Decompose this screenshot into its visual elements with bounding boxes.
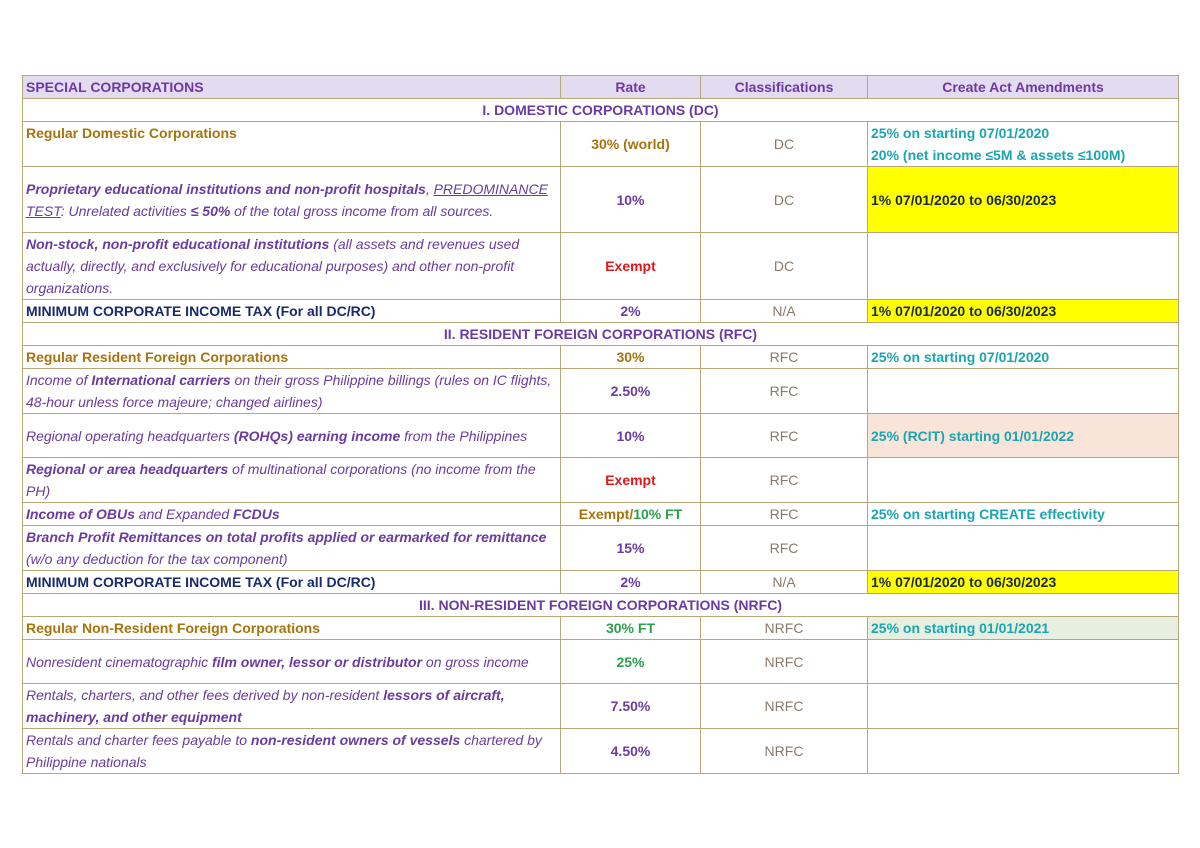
row-description: MINIMUM CORPORATE INCOME TAX (For all DC/RC) [23, 300, 561, 323]
row-rate: 25% [561, 640, 701, 684]
row-amendment: 25% on starting 07/01/2020 [868, 346, 1179, 369]
row-description-text: Regional operating headquarters [26, 427, 234, 444]
table-row [23, 503, 1179, 526]
row-classification: RFC [701, 414, 868, 458]
row-rate: Exempt [561, 233, 701, 300]
row-amendment: 1% 07/01/2020 to 06/30/2023 [868, 167, 1179, 233]
row-description [23, 458, 561, 503]
row-description-text: : Unrelated activities [60, 202, 191, 219]
row-classification: N/A [701, 571, 868, 594]
rate-ft: 10% FT [633, 506, 683, 522]
row-description-text: Rentals and charter fees payable to [26, 732, 251, 748]
table-row [23, 414, 1179, 458]
row-description-bold: Non-stock, non-profit educational institutions [26, 236, 330, 252]
row-description-bold: Regional or area headquarters [26, 461, 229, 477]
row-classification: NRFC [701, 729, 868, 774]
row-description: Regular Domestic Corporations [23, 122, 561, 167]
section-title-nrfc: III. NON-RESIDENT FOREIGN CORPORATIONS (NRFC) [23, 594, 1179, 617]
row-description [23, 369, 561, 414]
row-description-text: and Expanded [134, 506, 233, 522]
row-classification: NRFC [701, 640, 868, 684]
header-create-act-amendments: Create Act Amendments [868, 76, 1179, 99]
tax-rates-table [22, 75, 1179, 774]
row-classification: RFC [701, 369, 868, 414]
row-description-text-2: chartered by Philippine nationals [26, 732, 542, 770]
row-rate: 2% [561, 571, 701, 594]
row-rate: 4.50% [561, 729, 701, 774]
row-description-text: (all assets and revenues used actually, directly, and exclusively for educational purposes) and other non-profit organizations. [26, 236, 520, 296]
row-description-text-2: on their gross Philippine billings (rules on IC flights, 48-hour unless force majeure; changed airlines) [26, 372, 552, 410]
row-description-text-2: from the Philippines [400, 427, 528, 444]
rate-exempt: Exempt/ [578, 506, 634, 522]
row-rate: 2.50% [561, 369, 701, 414]
row-description-bold: Proprietary educational institutions and non-profit hospitals [26, 180, 426, 197]
row-description: Regular Resident Foreign Corporations [23, 346, 561, 369]
row-description-text-2: of the total gross income from all sources. [230, 202, 494, 219]
row-amendment: 25% on starting 01/01/2021 [868, 617, 1179, 640]
row-description-pct: ≤ 50% [190, 202, 231, 219]
row-description-text: Rentals, charters, and other fees derived by non-resident [26, 687, 384, 703]
row-amendment [868, 729, 1179, 774]
row-description: MINIMUM CORPORATE INCOME TAX (For all DC/RC) [23, 571, 561, 594]
header-rate: Rate [561, 76, 701, 99]
table-row [23, 729, 1179, 774]
row-description-text: of multinational corporations (no income from the PH) [26, 461, 536, 499]
table-row [23, 300, 1179, 323]
row-description [23, 526, 561, 571]
row-classification: DC [701, 122, 868, 167]
row-rate: 30% FT [561, 617, 701, 640]
row-classification: DC [701, 233, 868, 300]
table-row [23, 526, 1179, 571]
section-row-rfc [23, 323, 1179, 346]
row-description [23, 414, 561, 458]
row-classification: RFC [701, 346, 868, 369]
row-rate: 2% [561, 300, 701, 323]
row-classification: RFC [701, 526, 868, 571]
row-description-text-2: on gross income [422, 653, 529, 670]
table-row [23, 458, 1179, 503]
row-amendment [868, 369, 1179, 414]
row-amendment [868, 684, 1179, 729]
row-description-bold: Income of OBUs [26, 506, 135, 522]
row-description: Regular Non-Resident Foreign Corporations [23, 617, 561, 640]
table-row [23, 617, 1179, 640]
amendment-line-1: 25% on starting 07/01/2020 [871, 125, 1050, 141]
row-description-sep: , [425, 180, 430, 197]
table-row [23, 122, 1179, 167]
section-row-nrfc [23, 594, 1179, 617]
row-rate: Exempt [561, 458, 701, 503]
row-rate: 10% [561, 167, 701, 233]
row-description-bold: (ROHQs) earning income [233, 427, 401, 444]
row-classification: RFC [701, 458, 868, 503]
row-rate: 30% [561, 346, 701, 369]
row-description [23, 729, 561, 774]
table-row [23, 369, 1179, 414]
section-row-dc [23, 99, 1179, 122]
row-description [23, 640, 561, 684]
table-row [23, 346, 1179, 369]
row-description-bold-2: FCDUs [233, 506, 280, 522]
row-amendment: 1% 07/01/2020 to 06/30/2023 [868, 571, 1179, 594]
row-amendment [868, 233, 1179, 300]
amendment-line-2: 20% (net income ≤5M & assets ≤100M) [871, 147, 1126, 163]
row-description-bold: Branch Profit Remittances on total profits applied or earmarked for remittance [26, 529, 547, 545]
row-rate: 10% [561, 414, 701, 458]
row-amendment: 25% (RCIT) starting 01/01/2022 [868, 414, 1179, 458]
row-description-bold: film owner, lessor or distributor [212, 653, 423, 670]
section-title-rfc: II. RESIDENT FOREIGN CORPORATIONS (RFC) [23, 323, 1179, 346]
row-rate: 15% [561, 526, 701, 571]
row-classification: NRFC [701, 617, 868, 640]
table-row [23, 640, 1179, 684]
table-row [23, 571, 1179, 594]
row-amendment: 25% on starting CREATE effectivity [868, 503, 1179, 526]
row-description-bold: International carriers [91, 372, 231, 388]
row-classification: DC [701, 167, 868, 233]
table-row [23, 167, 1179, 233]
row-description [23, 503, 561, 526]
row-classification: RFC [701, 503, 868, 526]
row-amendment [868, 458, 1179, 503]
table-row [23, 684, 1179, 729]
header-classifications: Classifications [701, 76, 868, 99]
row-rate [561, 503, 701, 526]
table-header-row [23, 76, 1179, 99]
row-rate: 7.50% [561, 684, 701, 729]
row-amendment [868, 640, 1179, 684]
row-description [23, 167, 561, 233]
header-special-corporations: SPECIAL CORPORATIONS [23, 76, 561, 99]
predominance-test-label: PREDOMINANCE TEST [26, 180, 548, 219]
row-description-text: Nonresident cinematographic [26, 653, 212, 670]
row-description [23, 233, 561, 300]
row-description-bold: lessors of aircraft, machinery, and other equipment [26, 687, 505, 725]
row-amendment [868, 122, 1179, 167]
row-description [23, 684, 561, 729]
row-classification: NRFC [701, 684, 868, 729]
row-description-text: Income of [26, 372, 92, 388]
row-rate: 30% (world) [561, 122, 701, 167]
row-description-bold: non-resident owners of vessels [250, 732, 461, 748]
row-amendment: 1% 07/01/2020 to 06/30/2023 [868, 300, 1179, 323]
row-description-text: (w/o any deduction for the tax component) [26, 551, 288, 567]
row-amendment [868, 526, 1179, 571]
section-title-dc: I. DOMESTIC CORPORATIONS (DC) [23, 99, 1179, 122]
row-classification: N/A [701, 300, 868, 323]
table-row [23, 233, 1179, 300]
